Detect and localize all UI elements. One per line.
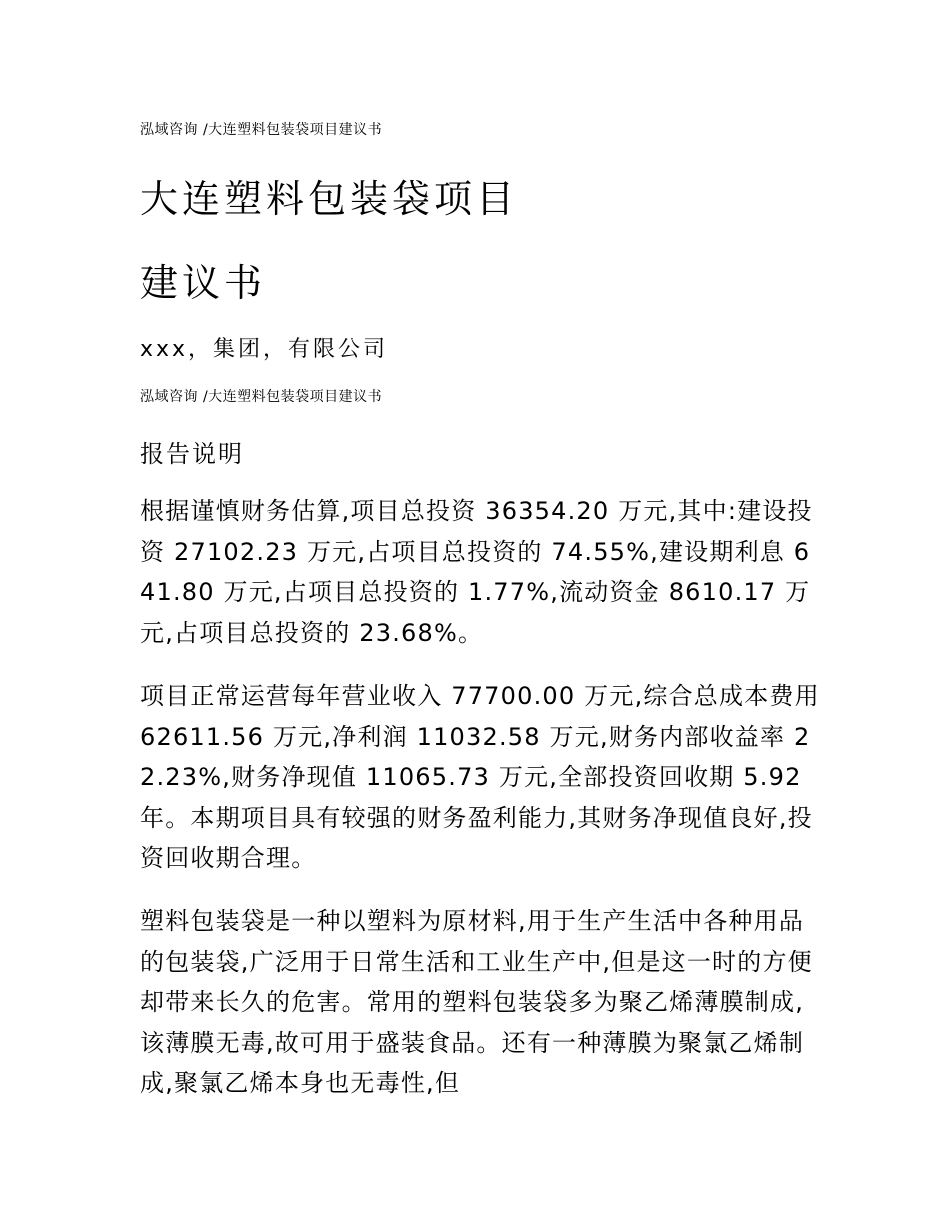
running-header: 泓域咨询 /大连塑料包装袋项目建议书 [140,122,383,138]
document-title-line1: 大连塑料包装袋项目 [140,177,519,221]
running-header-second: 泓域咨询 /大连塑料包装袋项目建议书 [140,389,383,405]
paragraph-investment: 根据谨慎财务估算,项目总投资 36354.20 万元,其中:建设投资 27102.23 万元,占项目总投资的 74.55%,建设期利息 641.80 万元,占项目总投资的 1.77%,流动资金 8610.17 万元,占项目总投资的 23.68%。 [140,497,813,647]
paragraph-revenue: 项目正常运营每年营业收入 77700.00 万元,综合总成本费用 62611.56 万元,净利润 11032.58 万元,财务内部收益率 22.23%,财务净现值 11065.73 万元,全部投资回收期 5.92 年。本期项目具有较强的财务盈利能力,其财务净现值良好,投资回收期合理。 [140,682,820,872]
section-heading: 报告说明 [140,440,244,468]
document-title-line2: 建议书 [140,261,267,305]
paragraph-product-description: 塑料包装袋是一种以塑料为原材料,用于生产生活中各种用品的包装袋,广泛用于日常生活和工业生产中,但是这一时的方便却带来长久的危害。常用的塑料包装袋多为聚乙烯薄膜制成,该薄膜无毒,故可用于盛装食品。还有一种薄膜为聚氯乙烯制成,聚氯乙烯本身也无毒性,但 [140,907,813,1097]
company-name: xxx，集团，有限公司 [140,337,389,362]
